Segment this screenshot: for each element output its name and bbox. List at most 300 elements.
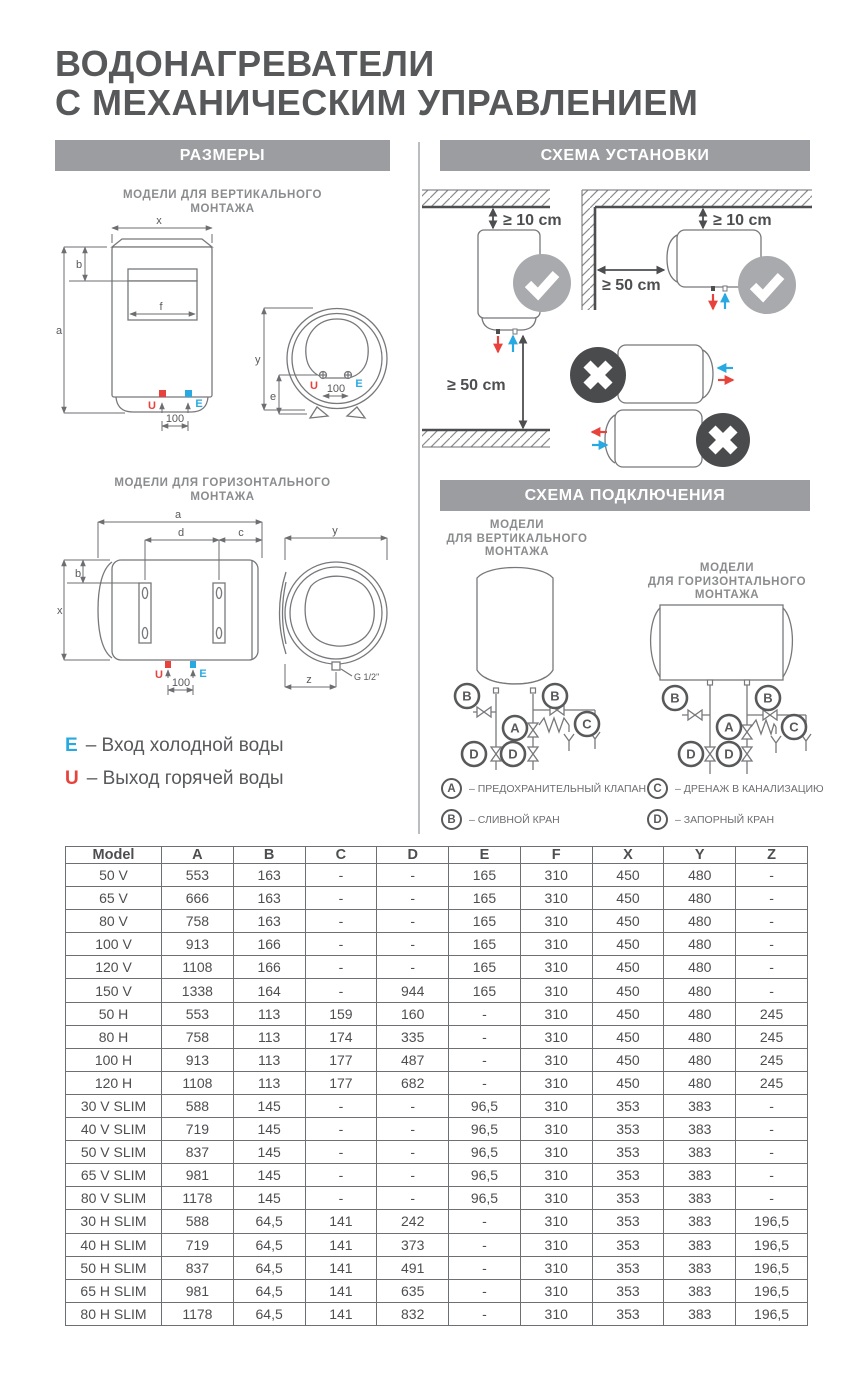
value-cell: 480 (664, 956, 736, 979)
value-cell: - (305, 933, 377, 956)
value-cell: 245 (736, 1002, 808, 1025)
value-cell: 335 (377, 1025, 449, 1048)
model-cell: 120 H (66, 1071, 162, 1094)
value-cell: - (305, 979, 377, 1002)
model-cell: 80 V SLIM (66, 1187, 162, 1210)
value-cell: 245 (736, 1071, 808, 1094)
model-cell: 100 V (66, 933, 162, 956)
value-cell: - (377, 864, 449, 887)
value-cell: - (377, 933, 449, 956)
page-title-line1: ВОДОНАГРЕВАТЕЛИ (55, 43, 435, 84)
table-row (66, 979, 808, 1002)
spec-table-body (66, 864, 808, 1326)
value-cell: 480 (664, 933, 736, 956)
value-cell: 310 (520, 1025, 592, 1048)
value-cell: 758 (162, 910, 234, 933)
value-cell: 160 (377, 1002, 449, 1025)
value-cell: 635 (377, 1279, 449, 1302)
value-cell: 113 (233, 1002, 305, 1025)
value-cell: 480 (664, 910, 736, 933)
dim-label-c: c (238, 527, 244, 539)
value-cell: 450 (592, 1025, 664, 1048)
marker-D: D (686, 746, 696, 762)
table-row (66, 1187, 808, 1210)
value-cell: 310 (520, 1279, 592, 1302)
column-header: B (233, 847, 305, 864)
model-cell: 65 H SLIM (66, 1279, 162, 1302)
dim-label-y: y (332, 525, 338, 537)
value-cell: 165 (449, 887, 521, 910)
dim-label-e: e (270, 391, 277, 403)
model-cell: 65 V (66, 887, 162, 910)
vertical-models-title (55, 189, 390, 216)
column-header: A (162, 847, 234, 864)
value-cell: 913 (162, 1048, 234, 1071)
value-cell: 166 (233, 956, 305, 979)
legend-text-A: – ПРЕДОХРАНИТЕЛЬНЫЙ КЛАПАН (469, 782, 647, 795)
value-cell: - (449, 1002, 521, 1025)
value-cell: 383 (664, 1164, 736, 1187)
value-cell: - (377, 1118, 449, 1141)
value-cell: - (377, 1187, 449, 1210)
value-cell: 310 (520, 1256, 592, 1279)
ceiling-hatch-right (595, 190, 812, 207)
value-cell: 310 (520, 1002, 592, 1025)
value-cell: 164 (233, 979, 305, 1002)
value-cell: 96,5 (449, 1094, 521, 1117)
marker-D: D (469, 746, 479, 762)
value-cell: - (377, 1141, 449, 1164)
value-cell: 487 (377, 1048, 449, 1071)
value-cell: - (377, 910, 449, 933)
legend-symbol-C: C (647, 778, 668, 799)
value-cell: 480 (664, 887, 736, 910)
value-cell: 383 (664, 1141, 736, 1164)
dim-label-100: 100 (171, 677, 191, 689)
wall-hatch (582, 190, 595, 310)
value-cell: 141 (305, 1233, 377, 1256)
table-row (66, 1048, 808, 1071)
value-cell: 145 (233, 1094, 305, 1117)
cold-inlet-port (190, 661, 196, 668)
value-cell: - (736, 864, 808, 887)
table-row (66, 1164, 808, 1187)
dim-label-z: z (306, 674, 312, 686)
value-cell: 353 (592, 1164, 664, 1187)
connection-vertical-title (432, 519, 602, 560)
legend-drainage (647, 778, 824, 799)
marker-D: D (724, 746, 734, 762)
marker-A: A (510, 720, 520, 736)
side-dim-label-100: 100 (326, 383, 346, 395)
value-cell: 196,5 (736, 1279, 808, 1302)
value-cell: - (305, 956, 377, 979)
table-row (66, 956, 808, 979)
vertical-models-title-line2: МОНТАЖА (190, 202, 255, 215)
model-cell: 50 V (66, 864, 162, 887)
value-cell: 491 (377, 1256, 449, 1279)
model-cell: 100 H (66, 1048, 162, 1071)
value-cell: - (305, 1094, 377, 1117)
value-cell: 310 (520, 1141, 592, 1164)
marker-B: B (763, 690, 773, 706)
value-cell: 196,5 (736, 1210, 808, 1233)
spec-table-header-row (66, 847, 808, 864)
dim-label-x: x (156, 215, 162, 227)
value-cell: 353 (592, 1256, 664, 1279)
value-cell: 588 (162, 1210, 234, 1233)
value-cell: 450 (592, 1071, 664, 1094)
value-cell: 1178 (162, 1187, 234, 1210)
value-cell: 450 (592, 1048, 664, 1071)
value-cell: 353 (592, 1118, 664, 1141)
value-cell: 141 (305, 1210, 377, 1233)
legend-safety-valve (441, 778, 646, 799)
table-row (66, 887, 808, 910)
legend-shutoff-valve (647, 809, 824, 830)
value-cell: 450 (592, 979, 664, 1002)
value-cell: 165 (449, 910, 521, 933)
value-cell: - (449, 1279, 521, 1302)
column-header: X (592, 847, 664, 864)
value-cell: 310 (520, 910, 592, 933)
cold-inlet-symbol: E (65, 735, 78, 756)
value-cell: - (736, 1118, 808, 1141)
section-header-installation: СХЕМА УСТАНОВКИ (440, 140, 810, 171)
value-cell: 383 (664, 1233, 736, 1256)
connection-horizontal-title-line2: ДЛЯ ГОРИЗОНТАЛЬНОГО (647, 575, 807, 588)
value-cell: 310 (520, 1233, 592, 1256)
value-cell: 383 (664, 1118, 736, 1141)
column-header: Model (66, 847, 162, 864)
value-cell: 981 (162, 1164, 234, 1187)
hot-outlet-symbol: U (65, 768, 79, 789)
connection-vertical-diagram (443, 558, 623, 770)
value-cell: 719 (162, 1118, 234, 1141)
value-cell: 174 (305, 1025, 377, 1048)
dim-label-x: x (57, 605, 63, 617)
value-cell: - (736, 956, 808, 979)
value-cell: - (305, 1164, 377, 1187)
value-cell: 166 (233, 933, 305, 956)
value-cell: 353 (592, 1233, 664, 1256)
value-cell: 310 (520, 1164, 592, 1187)
cold-inlet-label: E (199, 668, 207, 680)
value-cell: - (736, 1094, 808, 1117)
value-cell: 310 (520, 887, 592, 910)
value-cell: - (736, 887, 808, 910)
hot-outlet-text: – Выход горячей воды (86, 768, 284, 789)
value-cell: 310 (520, 1094, 592, 1117)
gap-top-label-left: ≥ 10 cm (503, 212, 562, 229)
gap-top-label-right: ≥ 10 cm (713, 212, 772, 229)
value-cell: 310 (520, 1187, 592, 1210)
value-cell: 310 (520, 933, 592, 956)
connection-vertical-title-line3: МОНТАЖА (484, 546, 550, 558)
connection-legend-right (647, 778, 824, 840)
legend-cold-inlet (65, 735, 284, 757)
dim-label-f: f (159, 301, 163, 313)
hot-outlet-label: U (155, 669, 163, 681)
value-cell: - (305, 1141, 377, 1164)
value-cell: 177 (305, 1071, 377, 1094)
value-cell: - (449, 1302, 521, 1325)
table-row (66, 1141, 808, 1164)
model-cell: 50 V SLIM (66, 1141, 162, 1164)
value-cell: 64,5 (233, 1279, 305, 1302)
inlet-outlet-legend (65, 735, 284, 801)
column-header: D (377, 847, 449, 864)
table-row (66, 1025, 808, 1048)
column-header: C (305, 847, 377, 864)
value-cell: 145 (233, 1187, 305, 1210)
section-header-connection: СХЕМА ПОДКЛЮЧЕНИЯ (440, 480, 810, 511)
gap-side-label: ≥ 50 cm (602, 277, 661, 294)
value-cell: 719 (162, 1233, 234, 1256)
floor-hatch (422, 430, 550, 447)
value-cell: 480 (664, 864, 736, 887)
page-title (55, 44, 698, 122)
value-cell: 832 (377, 1302, 449, 1325)
value-cell: 245 (736, 1025, 808, 1048)
table-row (66, 1210, 808, 1233)
value-cell: 480 (664, 1002, 736, 1025)
value-cell: 310 (520, 1071, 592, 1094)
gap-bottom-label: ≥ 50 cm (447, 377, 506, 394)
cold-inlet-label: E (195, 398, 203, 410)
legend-text-B: – СЛИВНОЙ КРАН (469, 813, 560, 826)
ceiling-hatch (422, 190, 550, 207)
value-cell: 310 (520, 979, 592, 1002)
table-row (66, 864, 808, 887)
marker-B: B (670, 690, 680, 706)
table-row (66, 1094, 808, 1117)
value-cell: 383 (664, 1210, 736, 1233)
value-cell: 310 (520, 864, 592, 887)
dim-label-a: a (56, 325, 63, 337)
model-cell: 50 H (66, 1002, 162, 1025)
table-row (66, 933, 808, 956)
value-cell: - (736, 1141, 808, 1164)
model-cell: 80 V (66, 910, 162, 933)
value-cell: 96,5 (449, 1118, 521, 1141)
value-cell: 96,5 (449, 1187, 521, 1210)
value-cell: 450 (592, 933, 664, 956)
value-cell: 383 (664, 1187, 736, 1210)
model-cell: 40 H SLIM (66, 1233, 162, 1256)
marker-B: B (550, 688, 560, 704)
value-cell: 310 (520, 1118, 592, 1141)
value-cell: 196,5 (736, 1233, 808, 1256)
valve-markers (455, 684, 599, 766)
dim-label-y: y (255, 354, 261, 366)
value-cell: 383 (664, 1094, 736, 1117)
model-cell: 120 V (66, 956, 162, 979)
value-cell: - (449, 1210, 521, 1233)
value-cell: 196,5 (736, 1302, 808, 1325)
connection-vertical-title-line1: МОДЕЛИ (489, 519, 545, 531)
value-cell: 163 (233, 887, 305, 910)
connection-horizontal-title-line3: МОНТАЖА (694, 589, 760, 601)
value-cell: 588 (162, 1094, 234, 1117)
legend-symbol-D: D (647, 809, 668, 830)
value-cell: - (736, 1187, 808, 1210)
value-cell: 450 (592, 1002, 664, 1025)
value-cell: 450 (592, 910, 664, 933)
value-cell: 353 (592, 1094, 664, 1117)
value-cell: 353 (592, 1141, 664, 1164)
value-cell: 165 (449, 864, 521, 887)
value-cell: 353 (592, 1302, 664, 1325)
legend-drain-valve (441, 809, 646, 830)
value-cell: - (449, 1048, 521, 1071)
value-cell: 165 (449, 979, 521, 1002)
value-cell: - (449, 1233, 521, 1256)
value-cell: 981 (162, 1279, 234, 1302)
value-cell: - (736, 979, 808, 1002)
value-cell: 64,5 (233, 1233, 305, 1256)
value-cell: 353 (592, 1210, 664, 1233)
check-stamp (738, 256, 796, 314)
value-cell: 310 (520, 1302, 592, 1325)
column-header: F (520, 847, 592, 864)
model-cell: 150 V (66, 979, 162, 1002)
table-row (66, 1279, 808, 1302)
model-cell: 80 H SLIM (66, 1302, 162, 1325)
value-cell: 450 (592, 887, 664, 910)
table-row (66, 1071, 808, 1094)
value-cell: - (305, 864, 377, 887)
hot-outlet-port (165, 661, 171, 668)
value-cell: - (377, 887, 449, 910)
value-cell: 159 (305, 1002, 377, 1025)
model-cell: 65 V SLIM (66, 1164, 162, 1187)
value-cell: 196,5 (736, 1256, 808, 1279)
value-cell: 758 (162, 1025, 234, 1048)
dim-label-b: b (75, 568, 82, 580)
value-cell: 480 (664, 979, 736, 1002)
marker-D: D (508, 746, 518, 762)
value-cell: 1178 (162, 1302, 234, 1325)
horizontal-models-title-line2: МОНТАЖА (190, 490, 255, 503)
connection-horizontal-diagram (618, 596, 818, 774)
dim-label-d: d (177, 527, 185, 539)
thread-label: G 1/2'' (354, 672, 380, 682)
value-cell: 1108 (162, 956, 234, 979)
marker-A: A (724, 719, 734, 735)
value-cell: 480 (664, 1071, 736, 1094)
value-cell: 480 (664, 1025, 736, 1048)
value-cell: 141 (305, 1256, 377, 1279)
horizontal-model-dimensions-diagram (55, 512, 390, 702)
model-cell: 80 H (66, 1025, 162, 1048)
installation-scheme-diagram (420, 178, 815, 470)
value-cell: 145 (233, 1164, 305, 1187)
horizontal-models-title (55, 477, 390, 504)
value-cell: 450 (592, 956, 664, 979)
value-cell: 163 (233, 910, 305, 933)
value-cell: 383 (664, 1279, 736, 1302)
cold-inlet-port (185, 390, 192, 397)
value-cell: - (449, 1025, 521, 1048)
column-header: E (449, 847, 521, 864)
value-cell: 353 (592, 1279, 664, 1302)
value-cell: - (305, 1187, 377, 1210)
value-cell: - (377, 956, 449, 979)
legend-text-C: – ДРЕНАЖ В КАНАЛИЗАЦИЮ (675, 782, 824, 795)
value-cell: 177 (305, 1048, 377, 1071)
model-cell: 40 V SLIM (66, 1118, 162, 1141)
value-cell: - (736, 933, 808, 956)
spec-table (65, 846, 808, 1326)
table-row (66, 1233, 808, 1256)
value-cell: 480 (664, 1048, 736, 1071)
value-cell: 145 (233, 1141, 305, 1164)
legend-hot-outlet (65, 768, 284, 790)
vertical-models-title-line1: МОДЕЛИ ДЛЯ ВЕРТИКАЛЬНОГО (122, 189, 323, 201)
value-cell: - (377, 1094, 449, 1117)
table-row (66, 1256, 808, 1279)
marker-C: C (789, 719, 799, 735)
page-title-line2: С МЕХАНИЧЕСКИМ УПРАВЛЕНИЕМ (55, 82, 699, 123)
value-cell: 553 (162, 1002, 234, 1025)
model-cell: 30 H SLIM (66, 1210, 162, 1233)
table-row (66, 1002, 808, 1025)
value-cell: - (449, 1071, 521, 1094)
value-cell: 944 (377, 979, 449, 1002)
value-cell: 64,5 (233, 1302, 305, 1325)
side-cold-label: E (355, 378, 363, 390)
horizontal-models-title-line1: МОДЕЛИ ДЛЯ ГОРИЗОНТАЛЬНОГО (114, 477, 331, 489)
dim-label-b: b (76, 259, 83, 271)
value-cell: - (305, 1118, 377, 1141)
value-cell: 96,5 (449, 1164, 521, 1187)
value-cell: 141 (305, 1302, 377, 1325)
model-cell: 30 V SLIM (66, 1094, 162, 1117)
value-cell: 163 (233, 864, 305, 887)
value-cell: 553 (162, 864, 234, 887)
value-cell: - (377, 1164, 449, 1187)
cross-stamp (696, 413, 750, 467)
value-cell: 113 (233, 1048, 305, 1071)
value-cell: 913 (162, 933, 234, 956)
value-cell: 96,5 (449, 1141, 521, 1164)
value-cell: 1108 (162, 1071, 234, 1094)
value-cell: 310 (520, 956, 592, 979)
check-stamp (513, 254, 571, 312)
hot-outlet-label: U (148, 400, 156, 412)
cold-inlet-text: – Вход холодной воды (85, 735, 284, 756)
value-cell: 245 (736, 1048, 808, 1071)
value-cell: - (736, 910, 808, 933)
value-cell: - (449, 1256, 521, 1279)
value-cell: 310 (520, 1210, 592, 1233)
value-cell: - (736, 1164, 808, 1187)
side-hot-label: U (310, 380, 318, 392)
value-cell: 113 (233, 1025, 305, 1048)
connection-vertical-title-line2: ДЛЯ ВЕРТИКАЛЬНОГО (446, 532, 588, 545)
value-cell: 682 (377, 1071, 449, 1094)
legend-symbol-A: A (441, 778, 462, 799)
value-cell: 242 (377, 1210, 449, 1233)
value-cell: 165 (449, 956, 521, 979)
table-row (66, 910, 808, 933)
cross-stamp (570, 347, 626, 403)
value-cell: 113 (233, 1071, 305, 1094)
value-cell: 837 (162, 1141, 234, 1164)
column-header: Z (736, 847, 808, 864)
marker-C: C (582, 716, 592, 732)
